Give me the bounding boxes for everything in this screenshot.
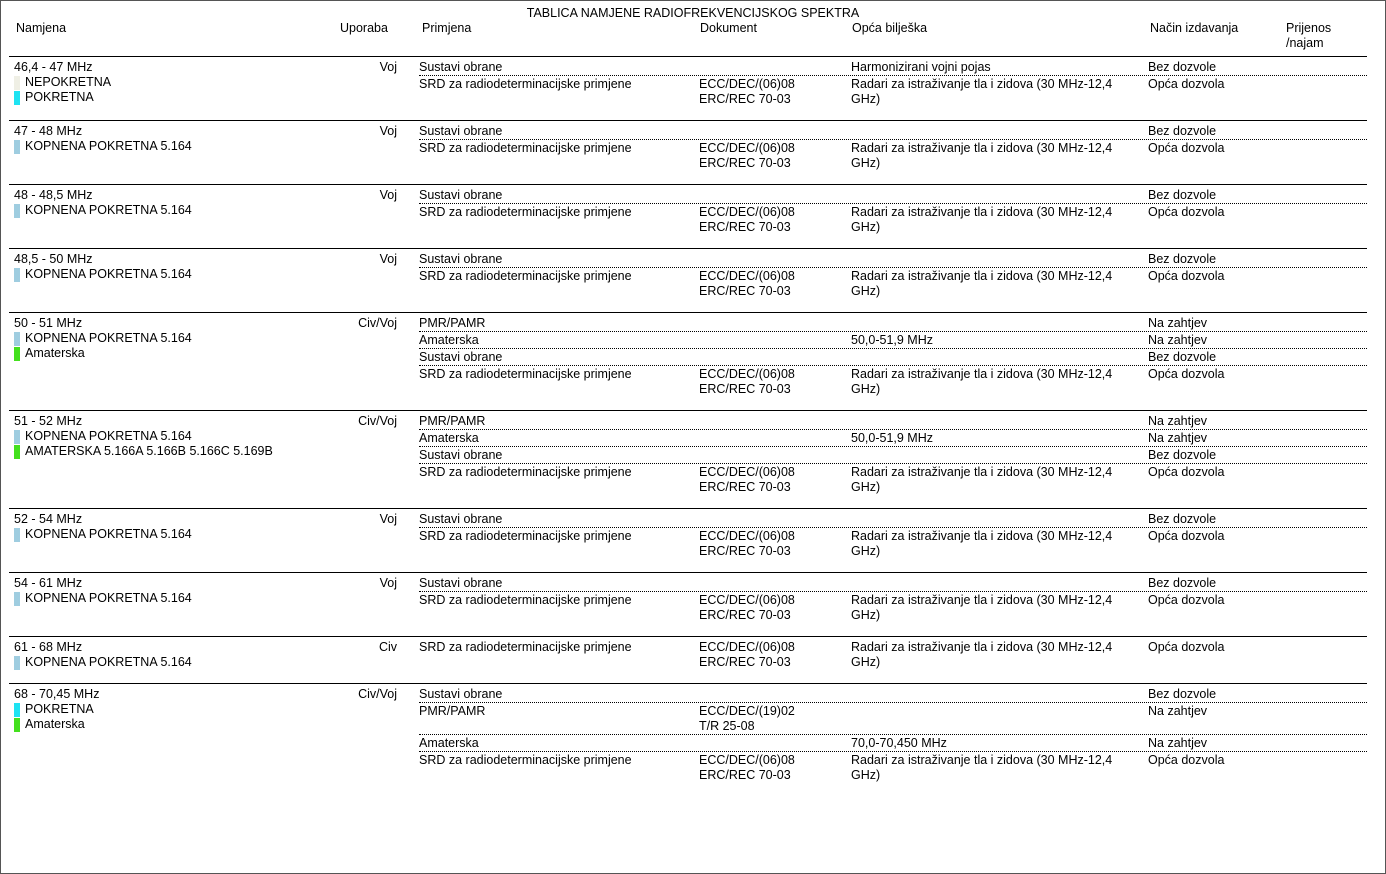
application-dokument: ECC/DEC/(06)08 ERC/REC 70-03 bbox=[699, 141, 795, 170]
application-primjena: Amaterska bbox=[419, 333, 479, 347]
band-uporaba: Civ/Voj bbox=[358, 316, 397, 330]
band-frequency: 50 - 51 MHz bbox=[14, 316, 83, 330]
application-nacin-izdavanja: Opća dozvola bbox=[1148, 465, 1225, 479]
application-nacin-izdavanja: Opća dozvola bbox=[1148, 269, 1225, 283]
application-primjena: SRD za radiodeterminacijske primjene bbox=[419, 367, 632, 381]
service-color-swatch bbox=[14, 268, 20, 282]
service-color-swatch bbox=[14, 528, 20, 542]
application-biljeska: Radari za istraživanje tla i zidova (30 MHz-12,4 GHz) bbox=[851, 640, 1113, 669]
application-dokument: ECC/DEC/(06)08 ERC/REC 70-03 bbox=[699, 77, 795, 106]
header-opca-biljeska: Opća bilješka bbox=[852, 21, 928, 35]
header-dokument: Dokument bbox=[700, 21, 757, 35]
application-nacin-izdavanja: Opća dozvola bbox=[1148, 753, 1225, 767]
application-dokument: ECC/DEC/(06)08 ERC/REC 70-03 bbox=[699, 269, 795, 298]
application-primjena: SRD za radiodeterminacijske primjene bbox=[419, 529, 632, 543]
application-nacin-izdavanja: Na zahtjev bbox=[1148, 333, 1208, 347]
application-biljeska: Harmonizirani vojni pojas bbox=[851, 60, 991, 74]
band-block bbox=[9, 249, 1367, 313]
application-row bbox=[419, 447, 1367, 464]
application-nacin-izdavanja: Bez dozvole bbox=[1148, 350, 1217, 364]
application-primjena: SRD za radiodeterminacijske primjene bbox=[419, 205, 632, 219]
band-frequency: 52 - 54 MHz bbox=[14, 512, 83, 526]
application-dokument: ECC/DEC/(06)08 ERC/REC 70-03 bbox=[699, 367, 795, 396]
application-list bbox=[419, 121, 1367, 184]
application-nacin-izdavanja: Bez dozvole bbox=[1148, 188, 1217, 202]
band-namjena bbox=[9, 509, 339, 542]
application-nacin-izdavanja: Bez dozvole bbox=[1148, 576, 1217, 590]
application-dokument: ECC/DEC/(06)08 ERC/REC 70-03 bbox=[699, 593, 795, 622]
header-prijenos-najam: Prijenos /najam bbox=[1286, 21, 1332, 50]
service-label: Amaterska bbox=[25, 346, 85, 360]
application-row bbox=[419, 140, 1367, 171]
application-biljeska: Radari za istraživanje tla i zidova (30 MHz-12,4 GHz) bbox=[851, 141, 1113, 170]
service-label: KOPNENA POKRETNA 5.164 bbox=[25, 655, 192, 669]
header-uporaba: Uporaba bbox=[340, 21, 388, 35]
band-namjena bbox=[9, 573, 339, 606]
service-color-swatch bbox=[14, 592, 20, 606]
application-row bbox=[419, 204, 1367, 235]
application-nacin-izdavanja: Na zahtjev bbox=[1148, 316, 1208, 330]
band-namjena bbox=[9, 57, 339, 105]
application-dokument: ECC/DEC/(06)08 ERC/REC 70-03 bbox=[699, 465, 795, 494]
application-primjena: SRD za radiodeterminacijske primjene bbox=[419, 465, 632, 479]
application-primjena: SRD za radiodeterminacijske primjene bbox=[419, 640, 632, 654]
application-nacin-izdavanja: Opća dozvola bbox=[1148, 640, 1225, 654]
header-primjena: Primjena bbox=[422, 21, 472, 35]
application-biljeska: Radari za istraživanje tla i zidova (30 MHz-12,4 GHz) bbox=[851, 77, 1113, 106]
application-biljeska: Radari za istraživanje tla i zidova (30 MHz-12,4 GHz) bbox=[851, 269, 1113, 298]
service-label: AMATERSKA 5.166A 5.166B 5.166C 5.169B bbox=[25, 444, 273, 458]
service-color-swatch bbox=[14, 91, 20, 105]
application-list bbox=[419, 637, 1367, 683]
service-label: NEPOKRETNA bbox=[25, 75, 112, 89]
band-uporaba: Civ bbox=[378, 640, 397, 654]
band-list bbox=[0, 57, 1386, 796]
application-primjena: SRD za radiodeterminacijske primjene bbox=[419, 753, 632, 767]
allocation-service bbox=[9, 346, 339, 361]
application-nacin-izdavanja: Bez dozvole bbox=[1148, 687, 1217, 701]
application-nacin-izdavanja: Opća dozvola bbox=[1148, 77, 1225, 91]
application-primjena: SRD za radiodeterminacijske primjene bbox=[419, 141, 632, 155]
application-primjena: Sustavi obrane bbox=[419, 576, 503, 590]
application-primjena: Sustavi obrane bbox=[419, 60, 503, 74]
application-nacin-izdavanja: Bez dozvole bbox=[1148, 124, 1217, 138]
service-label: POKRETNA bbox=[25, 90, 94, 104]
application-row bbox=[419, 366, 1367, 397]
band-block bbox=[9, 313, 1367, 411]
application-nacin-izdavanja: Opća dozvola bbox=[1148, 593, 1225, 607]
application-primjena: Sustavi obrane bbox=[419, 124, 503, 138]
application-primjena: Sustavi obrane bbox=[419, 188, 503, 202]
band-namjena bbox=[9, 411, 339, 459]
application-primjena: Amaterska bbox=[419, 431, 479, 445]
application-row bbox=[419, 123, 1367, 140]
band-block bbox=[9, 573, 1367, 637]
service-label: KOPNENA POKRETNA 5.164 bbox=[25, 527, 192, 541]
service-color-swatch bbox=[14, 430, 20, 444]
allocation-service bbox=[9, 655, 339, 670]
application-nacin-izdavanja: Na zahtjev bbox=[1148, 414, 1208, 428]
application-list bbox=[419, 684, 1367, 796]
application-primjena: SRD za radiodeterminacijske primjene bbox=[419, 77, 632, 91]
application-primjena: Sustavi obrane bbox=[419, 448, 503, 462]
application-row bbox=[419, 187, 1367, 204]
application-row bbox=[419, 511, 1367, 528]
application-primjena: PMR/PAMR bbox=[419, 316, 486, 330]
allocation-service bbox=[9, 267, 339, 282]
service-color-swatch bbox=[14, 140, 20, 154]
band-namjena bbox=[9, 185, 339, 218]
service-label: KOPNENA POKRETNA 5.164 bbox=[25, 267, 192, 281]
service-label: POKRETNA bbox=[25, 702, 94, 716]
application-biljeska: Radari za istraživanje tla i zidova (30 MHz-12,4 GHz) bbox=[851, 753, 1113, 782]
allocation-service bbox=[9, 591, 339, 606]
application-list bbox=[419, 57, 1367, 120]
application-row bbox=[419, 703, 1367, 735]
band-uporaba: Voj bbox=[379, 188, 397, 202]
service-color-swatch bbox=[14, 76, 20, 90]
service-color-swatch bbox=[14, 347, 20, 361]
allocation-service bbox=[9, 331, 339, 346]
application-primjena: Sustavi obrane bbox=[419, 512, 503, 526]
application-row bbox=[419, 413, 1367, 430]
band-frequency: 68 - 70,45 MHz bbox=[14, 687, 100, 701]
application-row bbox=[419, 76, 1367, 107]
allocation-service bbox=[9, 702, 339, 717]
application-primjena: PMR/PAMR bbox=[419, 414, 486, 428]
application-biljeska: Radari za istraživanje tla i zidova (30 MHz-12,4 GHz) bbox=[851, 529, 1113, 558]
band-block bbox=[9, 57, 1367, 121]
band-frequency: 61 - 68 MHz bbox=[14, 640, 83, 654]
band-frequency: 48,5 - 50 MHz bbox=[14, 252, 93, 266]
band-uporaba: Voj bbox=[379, 60, 397, 74]
band-namjena bbox=[9, 684, 339, 732]
application-primjena: SRD za radiodeterminacijske primjene bbox=[419, 593, 632, 607]
band-block bbox=[9, 411, 1367, 509]
application-nacin-izdavanja: Bez dozvole bbox=[1148, 252, 1217, 266]
band-uporaba: Voj bbox=[379, 512, 397, 526]
application-list bbox=[419, 509, 1367, 572]
band-frequency: 54 - 61 MHz bbox=[14, 576, 83, 590]
application-biljeska: 70,0-70,450 MHz bbox=[851, 736, 947, 750]
service-color-swatch bbox=[14, 332, 20, 346]
allocation-service bbox=[9, 717, 339, 732]
application-list bbox=[419, 573, 1367, 636]
band-frequency: 48 - 48,5 MHz bbox=[14, 188, 93, 202]
band-namjena bbox=[9, 313, 339, 361]
application-nacin-izdavanja: Bez dozvole bbox=[1148, 512, 1217, 526]
application-biljeska: 50,0-51,9 MHz bbox=[851, 431, 933, 445]
application-primjena: Amaterska bbox=[419, 736, 479, 750]
service-label: KOPNENA POKRETNA 5.164 bbox=[25, 331, 192, 345]
header-nacin-izdavanja: Način izdavanja bbox=[1150, 21, 1239, 35]
band-block bbox=[9, 684, 1367, 796]
band-frequency: 51 - 52 MHz bbox=[14, 414, 83, 428]
application-row bbox=[419, 349, 1367, 366]
application-row bbox=[419, 686, 1367, 703]
allocation-service bbox=[9, 90, 339, 105]
service-label: KOPNENA POKRETNA 5.164 bbox=[25, 139, 192, 153]
application-row bbox=[419, 430, 1367, 447]
application-row bbox=[419, 592, 1367, 623]
service-label: KOPNENA POKRETNA 5.164 bbox=[25, 203, 192, 217]
application-row bbox=[419, 752, 1367, 783]
application-biljeska: Radari za istraživanje tla i zidova (30 MHz-12,4 GHz) bbox=[851, 465, 1113, 494]
header-namjena: Namjena bbox=[16, 21, 67, 35]
service-color-swatch bbox=[14, 718, 20, 732]
application-dokument: ECC/DEC/(06)08 ERC/REC 70-03 bbox=[699, 753, 795, 782]
application-biljeska: Radari za istraživanje tla i zidova (30 MHz-12,4 GHz) bbox=[851, 205, 1113, 234]
application-biljeska: 50,0-51,9 MHz bbox=[851, 333, 933, 347]
application-primjena: Sustavi obrane bbox=[419, 687, 503, 701]
band-uporaba: Civ/Voj bbox=[358, 414, 397, 428]
band-uporaba: Voj bbox=[379, 576, 397, 590]
application-nacin-izdavanja: Bez dozvole bbox=[1148, 60, 1217, 74]
application-nacin-izdavanja: Opća dozvola bbox=[1148, 205, 1225, 219]
service-label: KOPNENA POKRETNA 5.164 bbox=[25, 429, 192, 443]
application-nacin-izdavanja: Na zahtjev bbox=[1148, 704, 1208, 718]
application-nacin-izdavanja: Opća dozvola bbox=[1148, 367, 1225, 381]
application-row bbox=[419, 268, 1367, 299]
service-color-swatch bbox=[14, 204, 20, 218]
band-block bbox=[9, 509, 1367, 573]
application-list bbox=[419, 411, 1367, 508]
allocation-service bbox=[9, 75, 339, 90]
allocation-service bbox=[9, 429, 339, 444]
band-block bbox=[9, 185, 1367, 249]
service-label: KOPNENA POKRETNA 5.164 bbox=[25, 591, 192, 605]
application-nacin-izdavanja: Na zahtjev bbox=[1148, 736, 1208, 750]
application-row bbox=[419, 528, 1367, 559]
band-frequency: 46,4 - 47 MHz bbox=[14, 60, 93, 74]
allocation-service bbox=[9, 444, 339, 459]
application-list bbox=[419, 313, 1367, 410]
application-biljeska: Radari za istraživanje tla i zidova (30 MHz-12,4 GHz) bbox=[851, 367, 1113, 396]
application-dokument: ECC/DEC/(06)08 ERC/REC 70-03 bbox=[699, 205, 795, 234]
application-row bbox=[419, 315, 1367, 332]
application-row bbox=[419, 575, 1367, 592]
service-label: Amaterska bbox=[25, 717, 85, 731]
application-row bbox=[419, 332, 1367, 349]
application-nacin-izdavanja: Na zahtjev bbox=[1148, 431, 1208, 445]
application-dokument: ECC/DEC/(06)08 ERC/REC 70-03 bbox=[699, 529, 795, 558]
band-namjena bbox=[9, 121, 339, 154]
application-biljeska: Radari za istraživanje tla i zidova (30 MHz-12,4 GHz) bbox=[851, 593, 1113, 622]
band-frequency: 47 - 48 MHz bbox=[14, 124, 83, 138]
band-block bbox=[9, 121, 1367, 185]
application-row bbox=[419, 59, 1367, 76]
table-header bbox=[0, 0, 1386, 56]
application-dokument: ECC/DEC/(06)08 ERC/REC 70-03 bbox=[699, 640, 795, 669]
application-nacin-izdavanja: Bez dozvole bbox=[1148, 448, 1217, 462]
application-row bbox=[419, 251, 1367, 268]
band-namjena bbox=[9, 249, 339, 282]
application-nacin-izdavanja: Opća dozvola bbox=[1148, 141, 1225, 155]
application-row bbox=[419, 639, 1367, 670]
application-row bbox=[419, 464, 1367, 495]
band-block bbox=[9, 637, 1367, 684]
application-primjena: SRD za radiodeterminacijske primjene bbox=[419, 269, 632, 283]
band-uporaba: Voj bbox=[379, 252, 397, 266]
service-color-swatch bbox=[14, 656, 20, 670]
application-row bbox=[419, 735, 1367, 752]
service-color-swatch bbox=[14, 445, 20, 459]
allocation-service bbox=[9, 139, 339, 154]
band-uporaba: Voj bbox=[379, 124, 397, 138]
table-title: TABLICA NAMJENE RADIOFREKVENCIJSKOG SPEKTRA bbox=[526, 6, 860, 20]
allocation-service bbox=[9, 527, 339, 542]
band-uporaba: Civ/Voj bbox=[358, 687, 397, 701]
application-primjena: PMR/PAMR bbox=[419, 704, 486, 718]
application-dokument: ECC/DEC/(19)02 T/R 25-08 bbox=[699, 704, 795, 733]
allocation-service bbox=[9, 203, 339, 218]
application-nacin-izdavanja: Opća dozvola bbox=[1148, 529, 1225, 543]
application-list bbox=[419, 249, 1367, 312]
band-namjena bbox=[9, 637, 339, 670]
service-color-swatch bbox=[14, 703, 20, 717]
application-list bbox=[419, 185, 1367, 248]
application-primjena: Sustavi obrane bbox=[419, 252, 503, 266]
application-primjena: Sustavi obrane bbox=[419, 350, 503, 364]
